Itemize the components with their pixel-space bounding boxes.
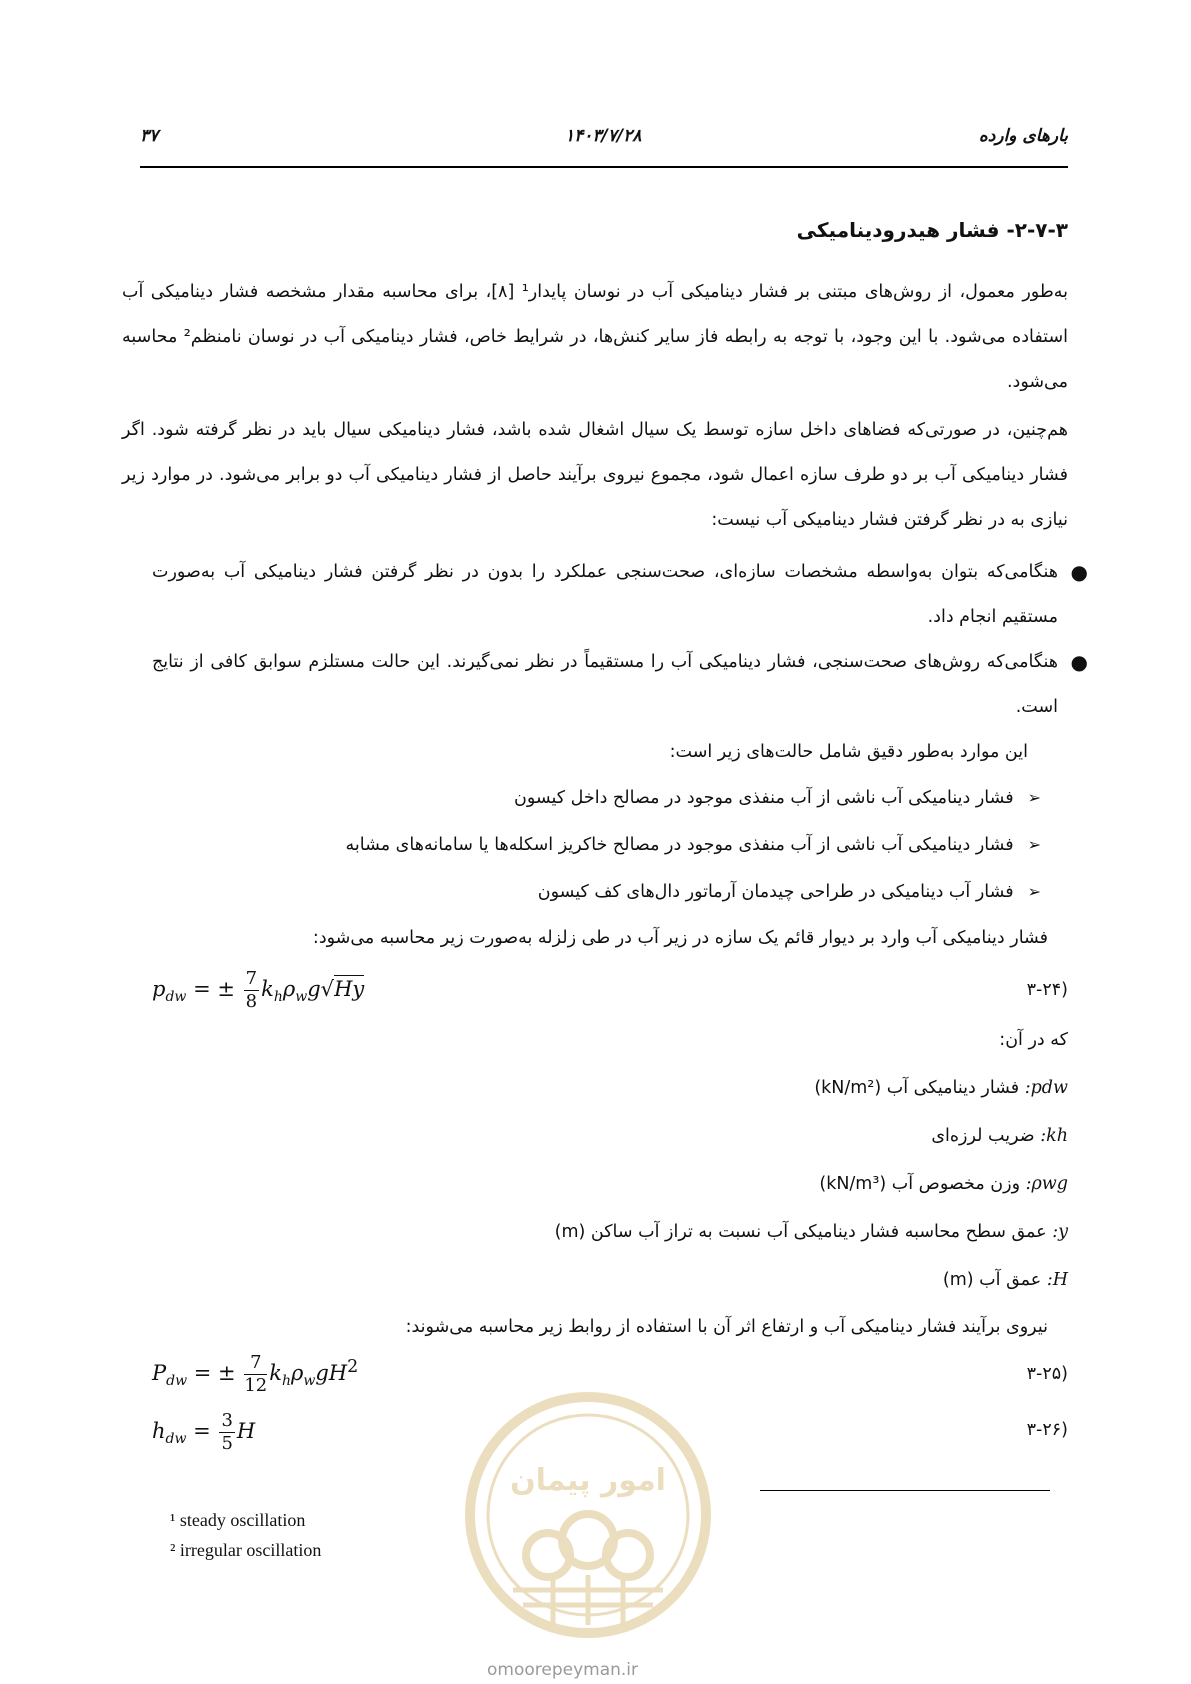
bullet-dot-icon: ● [1070, 650, 1088, 674]
bullet-item [152, 550, 1088, 640]
chapter-title: بارهای وارده [978, 126, 1068, 146]
page-number: ۳۷ [140, 126, 159, 146]
definition-symbol: y: [1052, 1222, 1068, 1242]
definition-text: فشار دینامیکی آب (kN/m²) [814, 1078, 1020, 1098]
section-heading: ۲-۷-۳- فشار هیدرودینامیکی [796, 218, 1068, 242]
definition-symbol: H: [1046, 1270, 1068, 1290]
case-text: فشار دینامیکی آب ناشی از آب منفذی موجود در مصالح خاکریز اسکله‌ها یا سامانه‌های مشابه [345, 835, 1014, 855]
definition-row [943, 1260, 1068, 1300]
case-item [346, 822, 1041, 868]
watermark-logo-text: امور پیمان [510, 1463, 666, 1498]
watermark-logo [453, 1390, 723, 1640]
definition-symbol: pdw: [1024, 1078, 1068, 1098]
footnote [170, 1510, 305, 1531]
definition-symbol: ρwg: [1025, 1174, 1068, 1194]
equation-3-24: $p_{dw}$ = ± $\frac{7}{8}$ $k_h\rho_wg√Hy$ [152, 968, 365, 1012]
bullet-dot-icon: ● [1070, 560, 1088, 584]
definition-row [555, 1212, 1068, 1252]
case-item [538, 869, 1041, 915]
definition-row [819, 1164, 1068, 1204]
footnote [170, 1540, 321, 1561]
arrow-check-icon: ➢ [1027, 882, 1041, 901]
definition-row [931, 1116, 1068, 1156]
equation-number: (۳-۲۴ [1026, 980, 1068, 1000]
header-rule [140, 166, 1068, 168]
footnote-text: irregular oscillation [179, 1540, 322, 1560]
watermark-url: omoorepeyman.ir [487, 1660, 639, 1680]
case-item [514, 775, 1041, 821]
force-intro: نیروی برآیند فشار دینامیکی آب و ارتفاع اثر آن با استفاده از روابط زیر محاسبه می‌شوند: [405, 1317, 1048, 1337]
footnote-mark: ² [170, 1540, 176, 1560]
case-text: فشار دینامیکی آب ناشی از آب منفذی موجود در مصالح داخل کیسون [513, 788, 1014, 808]
bullet-text: هنگامی‌که بتوان به‌واسطه مشخصات سازه‌ای، صحت‌سنجی عملکرد را بدون در نظر گرفتن فشار دینامیکی آب به‌صورت مستقیم انجام داد. [152, 562, 1058, 627]
bullet-item [152, 640, 1088, 730]
arrow-check-icon: ➢ [1027, 835, 1041, 854]
arrow-check-icon: ➢ [1027, 788, 1041, 807]
footnote-text: steady oscillation [179, 1510, 306, 1530]
equation-3-26: $h_{dw}$ = $\frac{3}{5}$ H [152, 1410, 256, 1454]
equation-number: (۳-۲۶ [1026, 1420, 1068, 1440]
definition-row [814, 1068, 1068, 1108]
equation-intro: فشار دینامیکی آب وارد بر دیوار قائم یک سازه در زیر آب در طی زلزله به‌صورت زیر محاسبه می‌شود: [312, 928, 1048, 948]
cases-intro: این موارد به‌طور دقیق شامل حالت‌های زیر است: [669, 742, 1028, 762]
header-date: ۱۴۰۳/۷/۲۸ [565, 126, 642, 146]
definition-text: وزن مخصوص آب (kN/m³) [819, 1174, 1021, 1194]
equation-number: (۳-۲۵ [1026, 1364, 1068, 1384]
definition-symbol: kh: [1040, 1126, 1068, 1146]
definition-text: عمق سطح محاسبه فشار دینامیکی آب نسبت به تراز آب ساکن (m) [554, 1222, 1047, 1242]
definition-text: ضریب لرزه‌ای [931, 1126, 1035, 1146]
bullet-text: هنگامی‌که روش‌های صحت‌سنجی، فشار دینامیکی آب را مستقیماً در نظر نمی‌گیرند. این حالت مستلزم سوابق کافی از نتایج است. [152, 652, 1058, 717]
paragraph-intro: به‌طور معمول، از روش‌های مبتنی بر فشار دینامیکی آب در نوسان پایدار¹ [۸]، برای محاسبه مقدار مشخصه فشار دینامیکی آب استفاده می‌شود. با این وجود، با توجه به رابطه فاز سایر کنش‌ها، در شرایط خاص، فشار دینامیکی آب در نوسان نامنظم² محاسبه می‌شود. [122, 282, 1069, 392]
case-text: فشار آب دینامیکی در طراحی چیدمان آرماتور دال‌های کف کیسون [537, 882, 1014, 902]
footnote-rule [760, 1490, 1050, 1491]
paragraph-fluid: هم‌چنین، در صورتی‌که فضاهای داخل سازه توسط یک سیال اشغال شده باشد، فشار دینامیکی سیال باید در نظر گرفته شود. اگر فشار دینامیکی آب بر دو طرف سازه اعمال شود، مجموع نیروی برآیند حاصل از فشار دینامیکی آب دو برابر می‌شود. در موارد زیر نیازی به در نظر گرفتن فشار دینامیکی آب نیست: [122, 420, 1068, 530]
equation-3-25: $P_{dw}$ = ± $\frac{7}{12}$ $k_h\rho_wgH^2$ [152, 1352, 359, 1396]
where-label: که در آن: [999, 1030, 1068, 1050]
definition-text: عمق آب (m) [942, 1270, 1042, 1290]
footnote-mark: ¹ [170, 1510, 176, 1530]
